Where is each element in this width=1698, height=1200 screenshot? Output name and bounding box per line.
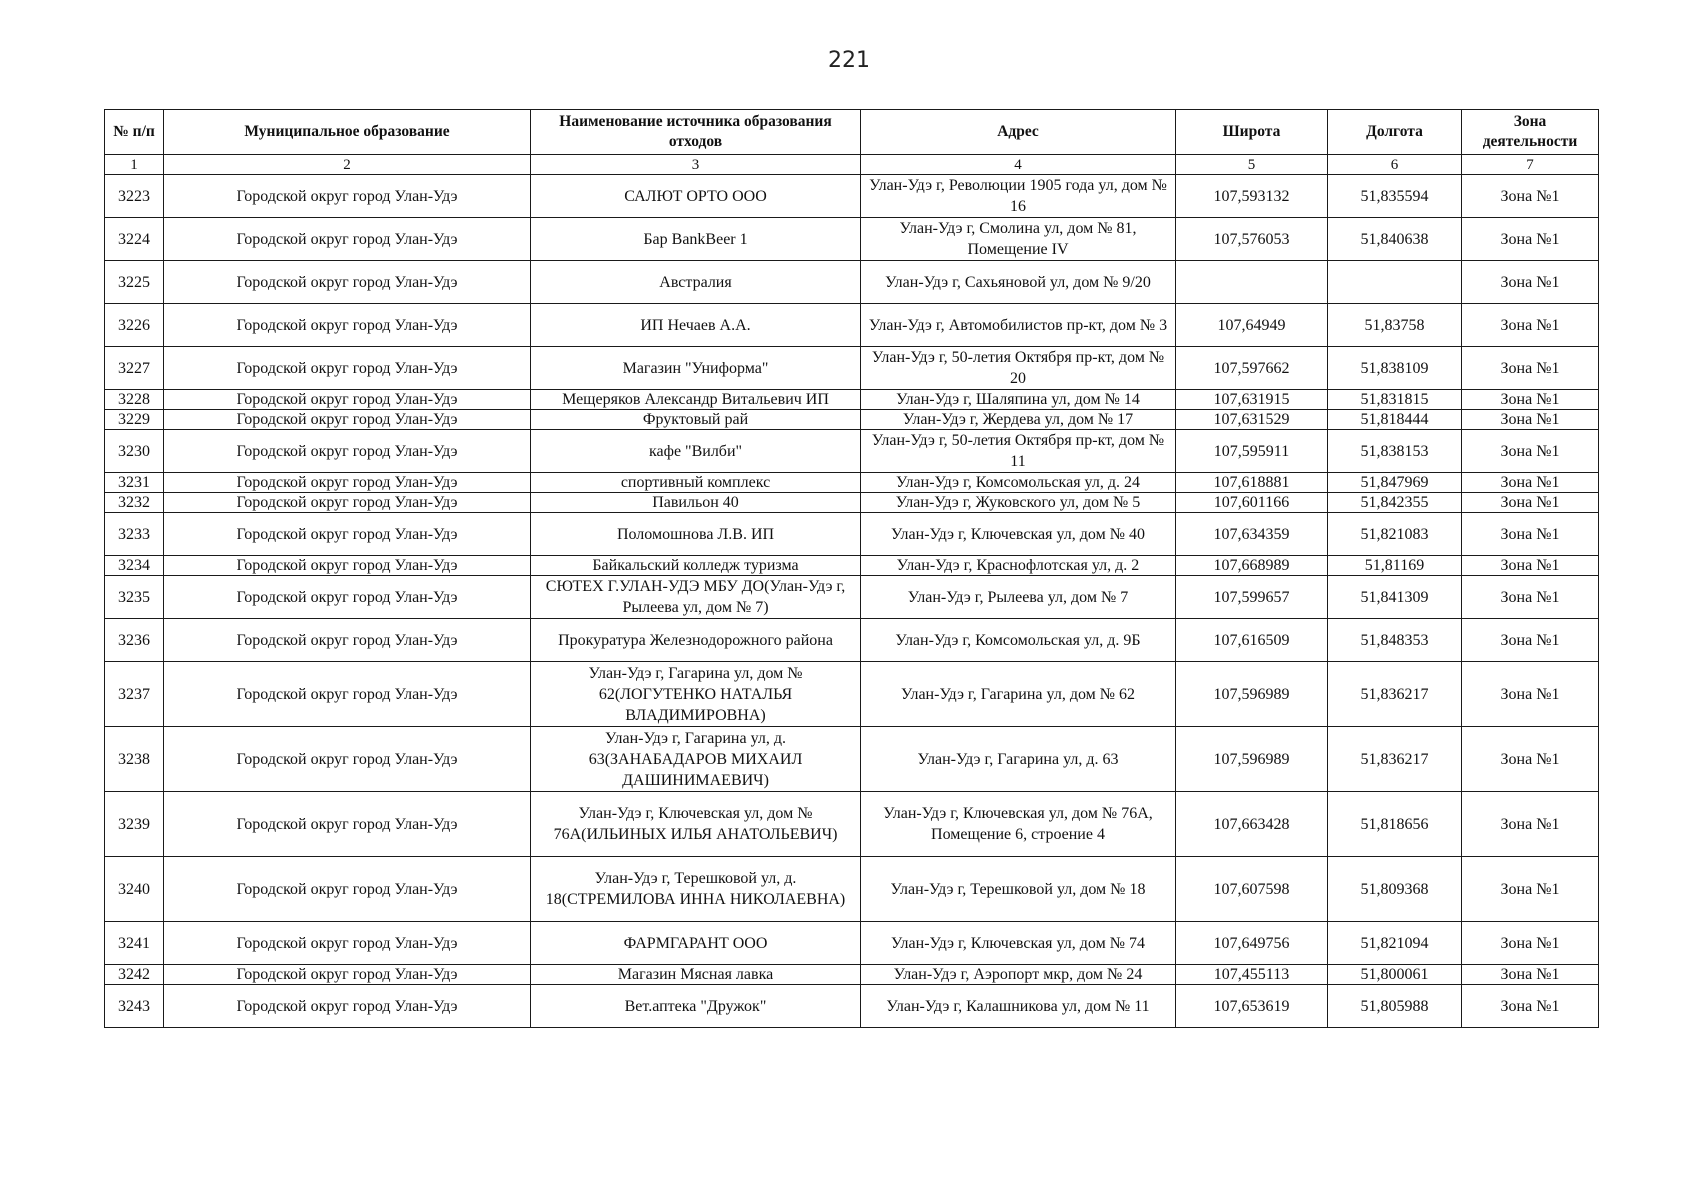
municipality-cell: Городской округ город Улан-Удэ [164,493,531,513]
longitude-cell: 51,821094 [1328,922,1462,965]
address-cell: Улан-Удэ г, Сахьяновой ул, дом № 9/20 [861,261,1176,304]
zone-cell: Зона №1 [1462,857,1599,922]
column-number-cell: 6 [1328,155,1462,175]
table-row [105,410,1599,430]
municipality-cell: Городской округ город Улан-Удэ [164,619,531,662]
waste-sources-table [104,109,1599,1028]
longitude-cell: 51,805988 [1328,985,1462,1028]
municipality-cell: Городской округ город Улан-Удэ [164,985,531,1028]
municipality-cell: Городской округ город Улан-Удэ [164,218,531,261]
row-number-cell: 3231 [105,473,164,493]
municipality-cell: Городской округ город Улан-Удэ [164,513,531,556]
table-row [105,175,1599,218]
row-number-cell: 3230 [105,430,164,473]
address-cell: Улан-Удэ г, Автомобилистов пр-кт, дом № 3 [861,304,1176,347]
municipality-cell: Городской округ город Улан-Удэ [164,965,531,985]
longitude-cell: 51,831815 [1328,390,1462,410]
header-cell-number: № п/п [105,110,164,155]
longitude-cell: 51,83758 [1328,304,1462,347]
address-cell: Улан-Удэ г, Шаляпина ул, дом № 14 [861,390,1176,410]
municipality-cell: Городской округ город Улан-Удэ [164,347,531,390]
zone-cell: Зона №1 [1462,493,1599,513]
header-cell-address: Адрес [861,110,1176,155]
latitude-cell: 107,595911 [1176,430,1328,473]
longitude-cell: 51,848353 [1328,619,1462,662]
latitude-cell: 107,634359 [1176,513,1328,556]
table-row [105,857,1599,922]
table-row [105,218,1599,261]
municipality-cell: Городской округ город Улан-Удэ [164,304,531,347]
header-cell-source-name: Наименование источника образования отходов [531,110,861,155]
column-number-cell: 3 [531,155,861,175]
latitude-cell: 107,649756 [1176,922,1328,965]
zone-cell: Зона №1 [1462,576,1599,619]
source-name-cell: Улан-Удэ г, Гагарина ул, д. 63(ЗАНАБАДАРОВ МИХАИЛ ДАШИНИМАЕВИЧ) [531,727,861,792]
source-name-cell: Байкальский колледж туризма [531,556,861,576]
column-number-cell: 4 [861,155,1176,175]
latitude-cell: 107,631529 [1176,410,1328,430]
row-number-cell: 3226 [105,304,164,347]
row-number-cell: 3238 [105,727,164,792]
municipality-cell: Городской округ город Улан-Удэ [164,792,531,857]
row-number-cell: 3240 [105,857,164,922]
longitude-cell: 51,818656 [1328,792,1462,857]
address-cell: Улан-Удэ г, Ключевская ул, дом № 74 [861,922,1176,965]
municipality-cell: Городской округ город Улан-Удэ [164,727,531,792]
zone-cell: Зона №1 [1462,430,1599,473]
zone-cell: Зона №1 [1462,985,1599,1028]
source-name-cell: Прокуратура Железнодорожного района [531,619,861,662]
source-name-cell: СЮТЕХ Г.УЛАН-УДЭ МБУ ДО(Улан-Удэ г, Рылеева ул, дом № 7) [531,576,861,619]
zone-cell: Зона №1 [1462,218,1599,261]
address-cell: Улан-Удэ г, Ключевская ул, дом № 76А, Помещение 6, строение 4 [861,792,1176,857]
row-number-cell: 3232 [105,493,164,513]
zone-cell: Зона №1 [1462,619,1599,662]
row-number-cell: 3243 [105,985,164,1028]
zone-cell: Зона №1 [1462,513,1599,556]
zone-cell: Зона №1 [1462,261,1599,304]
table-row [105,922,1599,965]
latitude-cell: 107,653619 [1176,985,1328,1028]
source-name-cell: САЛЮТ ОРТО ООО [531,175,861,218]
municipality-cell: Городской округ город Улан-Удэ [164,922,531,965]
latitude-cell: 107,601166 [1176,493,1328,513]
address-cell: Улан-Удэ г, Рылеева ул, дом № 7 [861,576,1176,619]
latitude-cell: 107,576053 [1176,218,1328,261]
table-row [105,985,1599,1028]
table-row [105,792,1599,857]
row-number-cell: 3239 [105,792,164,857]
address-cell: Улан-Удэ г, Жердева ул, дом № 17 [861,410,1176,430]
column-number-cell: 2 [164,155,531,175]
header-cell-municipality: Муниципальное образование [164,110,531,155]
source-name-cell: ИП Нечаев А.А. [531,304,861,347]
row-number-cell: 3228 [105,390,164,410]
row-number-cell: 3229 [105,410,164,430]
table-row [105,473,1599,493]
header-cell-latitude: Широта [1176,110,1328,155]
municipality-cell: Городской округ город Улан-Удэ [164,576,531,619]
latitude-cell: 107,668989 [1176,556,1328,576]
municipality-cell: Городской округ город Улан-Удэ [164,473,531,493]
municipality-cell: Городской округ город Улан-Удэ [164,556,531,576]
table-row [105,390,1599,410]
longitude-cell: 51,840638 [1328,218,1462,261]
latitude-cell: 107,596989 [1176,662,1328,727]
longitude-cell: 51,838109 [1328,347,1462,390]
zone-cell: Зона №1 [1462,347,1599,390]
zone-cell: Зона №1 [1462,792,1599,857]
zone-cell: Зона №1 [1462,175,1599,218]
row-number-cell: 3233 [105,513,164,556]
source-name-cell: кафе "Вилби" [531,430,861,473]
column-number-cell: 5 [1176,155,1328,175]
municipality-cell: Городской округ город Улан-Удэ [164,662,531,727]
source-name-cell: Павильон 40 [531,493,861,513]
table-row [105,576,1599,619]
header-cell-longitude: Долгота [1328,110,1462,155]
source-name-cell: Улан-Удэ г, Терешковой ул, д. 18(СТРЕМИЛОВА ИННА НИКОЛАЕВНА) [531,857,861,922]
source-name-cell: Бар BankBeer 1 [531,218,861,261]
row-number-cell: 3237 [105,662,164,727]
header-cell-zone: Зона деятельности [1462,110,1599,155]
source-name-cell: Улан-Удэ г, Ключевская ул, дом № 76А(ИЛЬИНЫХ ИЛЬЯ АНАТОЛЬЕВИЧ) [531,792,861,857]
longitude-cell: 51,809368 [1328,857,1462,922]
address-cell: Улан-Удэ г, Смолина ул, дом № 81, Помещение IV [861,218,1176,261]
row-number-cell: 3225 [105,261,164,304]
row-number-cell: 3223 [105,175,164,218]
table-row [105,493,1599,513]
table-row [105,430,1599,473]
longitude-cell: 51,841309 [1328,576,1462,619]
zone-cell: Зона №1 [1462,662,1599,727]
zone-cell: Зона №1 [1462,473,1599,493]
page-number: 221 [828,48,870,73]
address-cell: Улан-Удэ г, Жуковского ул, дом № 5 [861,493,1176,513]
table-row [105,261,1599,304]
municipality-cell: Городской округ город Улан-Удэ [164,175,531,218]
longitude-cell: 51,835594 [1328,175,1462,218]
row-number-cell: 3235 [105,576,164,619]
source-name-cell: Магазин "Униформа" [531,347,861,390]
row-number-cell: 3241 [105,922,164,965]
latitude-cell: 107,607598 [1176,857,1328,922]
longitude-cell: 51,818444 [1328,410,1462,430]
table-body [105,175,1599,1028]
zone-cell: Зона №1 [1462,727,1599,792]
zone-cell: Зона №1 [1462,922,1599,965]
table-row [105,619,1599,662]
source-name-cell: Австралия [531,261,861,304]
longitude-cell: 51,800061 [1328,965,1462,985]
latitude-cell: 107,455113 [1176,965,1328,985]
source-name-cell: Фруктовый рай [531,410,861,430]
municipality-cell: Городской округ город Улан-Удэ [164,410,531,430]
longitude-cell: 51,836217 [1328,727,1462,792]
table-row [105,513,1599,556]
zone-cell: Зона №1 [1462,965,1599,985]
table-row [105,965,1599,985]
latitude-cell: 107,597662 [1176,347,1328,390]
latitude-cell [1176,261,1328,304]
column-number-cell: 7 [1462,155,1599,175]
row-number-cell: 3234 [105,556,164,576]
zone-cell: Зона №1 [1462,304,1599,347]
longitude-cell: 51,821083 [1328,513,1462,556]
longitude-cell: 51,838153 [1328,430,1462,473]
source-name-cell: Вет.аптека "Дружок" [531,985,861,1028]
source-name-cell: спортивный комплекс [531,473,861,493]
longitude-cell: 51,847969 [1328,473,1462,493]
address-cell: Улан-Удэ г, Гагарина ул, д. 63 [861,727,1176,792]
longitude-cell: 51,836217 [1328,662,1462,727]
table-row [105,727,1599,792]
table-row [105,556,1599,576]
latitude-cell: 107,618881 [1176,473,1328,493]
address-cell: Улан-Удэ г, Калашникова ул, дом № 11 [861,985,1176,1028]
row-number-cell: 3242 [105,965,164,985]
latitude-cell: 107,599657 [1176,576,1328,619]
address-cell: Улан-Удэ г, Ключевская ул, дом № 40 [861,513,1176,556]
address-cell: Улан-Удэ г, 50-летия Октября пр-кт, дом № 20 [861,347,1176,390]
municipality-cell: Городской округ город Улан-Удэ [164,390,531,410]
zone-cell: Зона №1 [1462,556,1599,576]
longitude-cell: 51,842355 [1328,493,1462,513]
municipality-cell: Городской округ город Улан-Удэ [164,857,531,922]
header-row [105,110,1599,155]
source-name-cell: Улан-Удэ г, Гагарина ул, дом № 62(ЛОГУТЕНКО НАТАЛЬЯ ВЛАДИМИРОВНА) [531,662,861,727]
zone-cell: Зона №1 [1462,410,1599,430]
longitude-cell: 51,81169 [1328,556,1462,576]
address-cell: Улан-Удэ г, 50-летия Октября пр-кт, дом № 11 [861,430,1176,473]
table-row [105,304,1599,347]
latitude-cell: 107,596989 [1176,727,1328,792]
zone-cell: Зона №1 [1462,390,1599,410]
latitude-cell: 107,663428 [1176,792,1328,857]
source-name-cell: ФАРМГАРАНТ ООО [531,922,861,965]
source-name-cell: Мещеряков Александр Витальевич ИП [531,390,861,410]
municipality-cell: Городской округ город Улан-Удэ [164,261,531,304]
latitude-cell: 107,64949 [1176,304,1328,347]
address-cell: Улан-Удэ г, Революции 1905 года ул, дом № 16 [861,175,1176,218]
column-number-cell: 1 [105,155,164,175]
address-cell: Улан-Удэ г, Терешковой ул, дом № 18 [861,857,1176,922]
row-number-cell: 3236 [105,619,164,662]
address-cell: Улан-Удэ г, Комсомольская ул, д. 24 [861,473,1176,493]
latitude-cell: 107,631915 [1176,390,1328,410]
address-cell: Улан-Удэ г, Аэропорт мкр, дом № 24 [861,965,1176,985]
source-name-cell: Поломошнова Л.В. ИП [531,513,861,556]
latitude-cell: 107,616509 [1176,619,1328,662]
column-number-row [105,155,1599,175]
row-number-cell: 3227 [105,347,164,390]
longitude-cell [1328,261,1462,304]
table-row [105,347,1599,390]
address-cell: Улан-Удэ г, Комсомольская ул, д. 9Б [861,619,1176,662]
row-number-cell: 3224 [105,218,164,261]
municipality-cell: Городской округ город Улан-Удэ [164,430,531,473]
latitude-cell: 107,593132 [1176,175,1328,218]
table-row [105,662,1599,727]
address-cell: Улан-Удэ г, Гагарина ул, дом № 62 [861,662,1176,727]
source-name-cell: Магазин Мясная лавка [531,965,861,985]
address-cell: Улан-Удэ г, Краснофлотская ул, д. 2 [861,556,1176,576]
